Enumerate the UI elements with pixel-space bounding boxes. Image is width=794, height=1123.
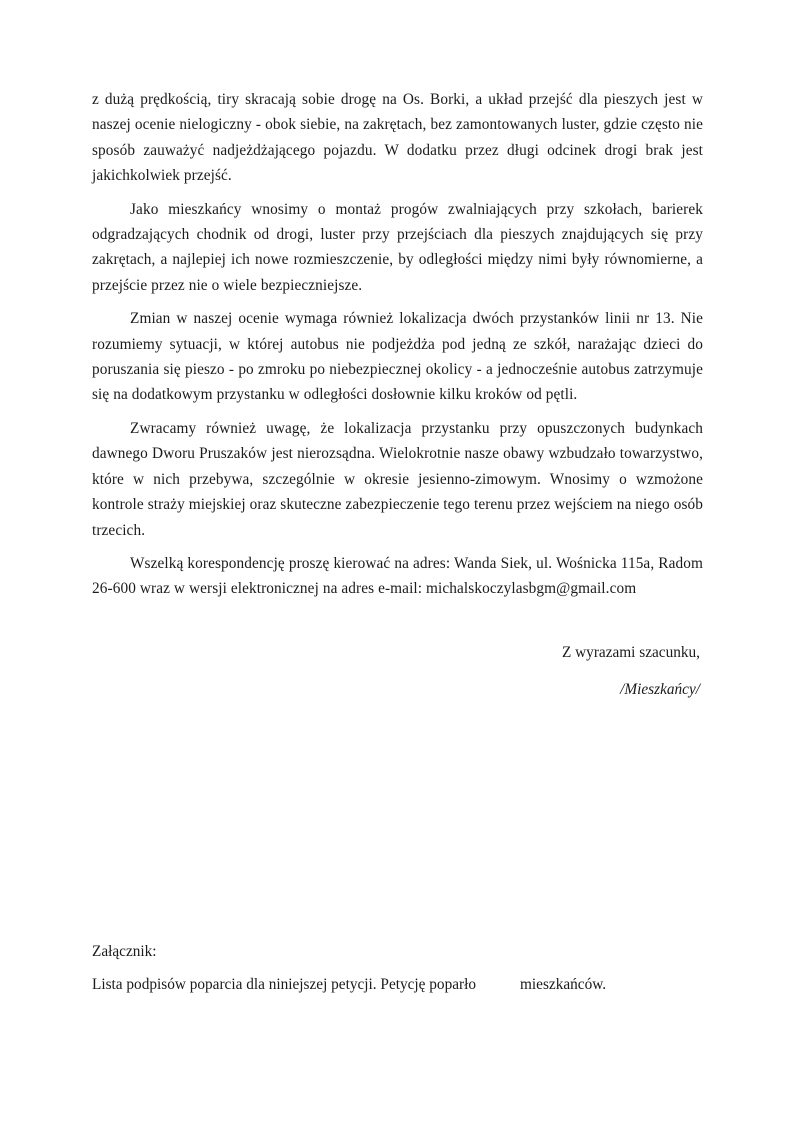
- body-paragraph-3: Zmian w naszej ocenie wymaga również lokalizacja dwóch przystanków linii nr 13. Nie rozumiemy sytuacji, w której autobus nie podjeżdża pod jedną ze szkół, narażając dzieci do poruszania się pieszo - po zmroku po niebezpiecznej okolicy - a jednocześnie autobus zatrzymuje się na dodatkowym przystanku w odległości dosłownie kilku kroków od pętli.: [92, 310, 703, 404]
- attachment-label: Załącznik:: [92, 942, 157, 960]
- body-paragraph-4: Zwracamy również uwagę, że lokalizacja przystanku przy opuszczonych budynkach dawnego Dworu Pruszaków jest nierozsądna. Wielokrotnie nasze obawy wzbudzało towarzystwo, które w nich przebywa, szczególnie w okresie jesienno-zimowym. Wnosimy o wzmożone kontrole straży miejskiej oraz skuteczne zabezpieczenie tego terenu przez wejściem na niego osób trzecich.: [92, 419, 704, 539]
- body-paragraph-5: Wszelką korespondencję proszę kierować na adres: Wanda Siek, ul. Wośnicka 115a, Radom 26-600 wraz w wersji elektronicznej na adres e-mail: michalskoczylasbgm@gmail.com: [92, 554, 703, 598]
- signature-count-blank: [476, 988, 520, 989]
- attachment-line-text-before: Lista podpisów poparcia dla niniejszej petycji. Petycję poparło: [92, 975, 477, 993]
- closing-signature: /Mieszkańcy/: [620, 681, 700, 699]
- body-paragraph-2: Jako mieszkańcy wnosimy o montaż progów zwalniających przy szkołach, barierek odgradzających chodnik od drogi, luster przy przejściach dla pieszych znajdujących się przy zakrętach, a najlepiej ich nowe rozmieszczenie, by odległości między nimi były równomierne, a przejście przez nie o wiele bezpieczniejsze.: [92, 200, 703, 294]
- attachment-line-text-after: mieszkańców.: [520, 975, 607, 993]
- body-paragraph-1: z dużą prędkością, tiry skracają sobie drogę na Os. Borki, a układ przejść dla pieszych jest w naszej ocenie nielogiczny - obok siebie, na zakrętach, bez zamontowanych luster, gdzie często nie sposób zauważyć nadjeżdżającego pojazdu. W dodatku przez długi odcinek drogi brak jest jakichkolwiek przejść.: [92, 91, 703, 185]
- closing-block: [92, 640, 703, 703]
- attachment-block: [92, 939, 703, 998]
- letter-body: [92, 87, 703, 602]
- closing-salutation: Z wyrazami szacunku,: [561, 643, 700, 661]
- vertical-whitespace: [92, 703, 703, 939]
- attachment-line: [92, 972, 703, 997]
